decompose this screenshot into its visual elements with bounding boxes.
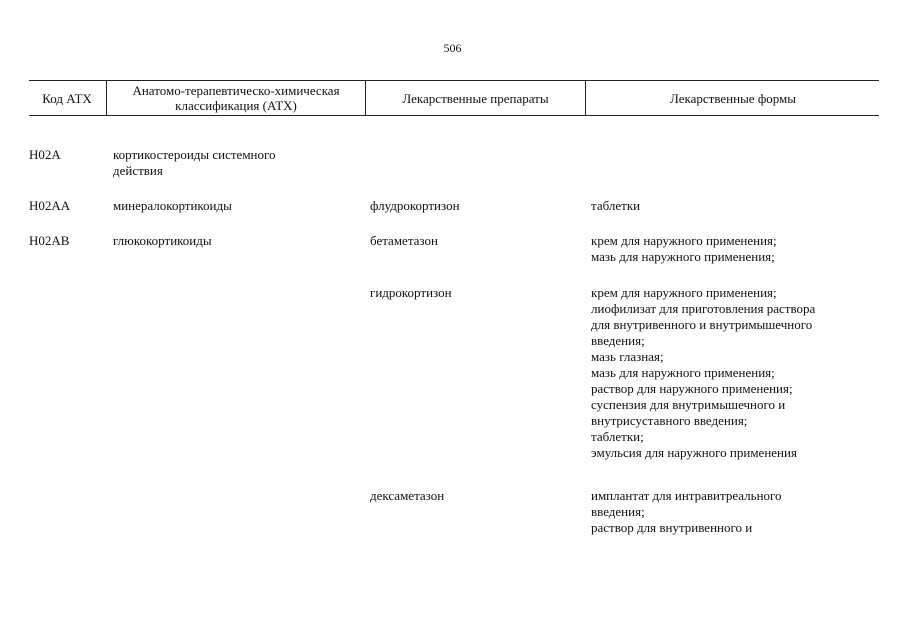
header-code: Код АТХ [42, 90, 92, 106]
form-line: эмульсия для наружного применения [591, 445, 797, 460]
row-drug: флудрокортизон [370, 198, 460, 213]
form-line: введения; [591, 333, 645, 348]
header-classification-line2: классификация (АТХ) [175, 98, 297, 113]
form-line: суспензия для внутримышечного и [591, 397, 786, 412]
row-classification: глюкокортикоиды [113, 233, 212, 248]
form-line: таблетки [591, 198, 641, 213]
table-header [29, 80, 879, 116]
row-drug: гидрокортизон [370, 285, 452, 300]
form-line: таблетки; [591, 429, 644, 444]
row-forms [591, 285, 879, 461]
row-code: H02AB [29, 233, 70, 248]
form-line: раствор для внутривенного и [591, 520, 753, 535]
header-drugs: Лекарственные препараты [365, 81, 585, 115]
row-classification: минералокортикоиды [113, 198, 232, 213]
form-line: крем для наружного применения; [591, 233, 777, 248]
atc-table [29, 80, 879, 535]
row-forms [591, 198, 879, 214]
row-code: H02A [29, 147, 61, 162]
form-line: мазь глазная; [591, 349, 664, 364]
form-line: для внутривенного и внутримышечного [591, 317, 813, 332]
form-line: введения; [591, 504, 645, 519]
row-code: H02AA [29, 198, 71, 213]
form-line: лиофилизат для приготовления раствора [591, 301, 816, 316]
form-line: мазь для наружного применения; [591, 365, 775, 380]
row-classification: кортикостероиды системного действия [113, 147, 276, 178]
header-forms: Лекарственные формы [585, 81, 880, 115]
row-forms [591, 233, 879, 265]
form-line: внутрисуставного введения; [591, 413, 748, 428]
form-line: крем для наружного применения; [591, 285, 777, 300]
form-line: раствор для наружного применения; [591, 381, 793, 396]
row-forms [591, 488, 879, 536]
header-classification-line1: Анатомо-терапевтическо-химическая [132, 83, 340, 98]
page-number: 506 [443, 41, 462, 55]
header-classification [106, 81, 365, 115]
row-drug: дексаметазон [370, 488, 445, 503]
form-line: имплантат для интравитреального [591, 488, 782, 503]
row-drug: бетаметазон [370, 233, 438, 248]
form-line: мазь для наружного применения; [591, 249, 775, 264]
